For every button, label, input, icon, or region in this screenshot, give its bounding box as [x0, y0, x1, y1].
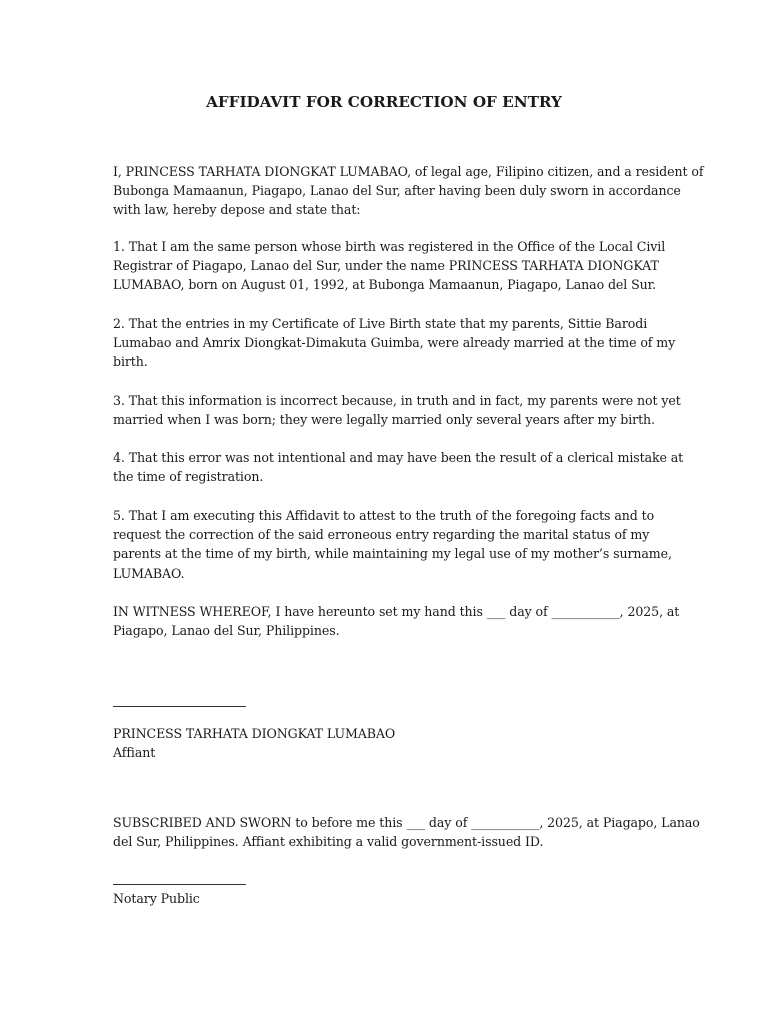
- text-line: birth.: [113, 354, 148, 370]
- affiant-role: Affiant: [113, 745, 156, 761]
- text-line: request the correction of the said erroneous entry regarding the marital status of my: [113, 527, 650, 543]
- statement-item-5: [113, 506, 672, 583]
- document-title: AFFIDAVIT FOR CORRECTION OF ENTRY: [206, 93, 562, 111]
- affiant-block: [113, 724, 653, 762]
- intro-paragraph: [113, 162, 704, 220]
- text-line: del Sur, Philippines. Affiant exhibiting a valid government-issued ID.: [113, 834, 544, 850]
- notary-block: [113, 889, 653, 908]
- statement-item-4: [113, 448, 684, 486]
- text-line: the time of registration.: [113, 469, 264, 485]
- text-line: Lumabao and Amrix Diongkat-Dimakuta Guimba, were already married at the time of my: [113, 335, 676, 351]
- affiant-signature-line: [113, 706, 246, 707]
- statement-item-2: [113, 314, 676, 372]
- text-line: I, PRINCESS TARHATA DIONGKAT LUMABAO, of legal age, Filipino citizen, and a resident of: [113, 164, 704, 179]
- text-line: 5. That I am executing this Affidavit to attest to the truth of the foregoing facts and to: [113, 508, 655, 523]
- text-line: Registrar of Piagapo, Lanao del Sur, under the name PRINCESS TARHATA DIONGKAT: [113, 258, 659, 274]
- text-line: 2. That the entries in my Certificate of Live Birth state that my parents, Sittie Barodi: [113, 316, 648, 331]
- jurat-paragraph: [113, 813, 700, 851]
- statement-item-3: [113, 391, 681, 429]
- text-line: LUMABAO.: [113, 565, 185, 581]
- affiant-name: PRINCESS TARHATA DIONGKAT LUMABAO: [113, 726, 396, 741]
- text-line: 3. That this information is incorrect because, in truth and in fact, my parents were not yet: [113, 393, 681, 408]
- notary-signature-line: [113, 884, 246, 885]
- text-line: with law, hereby depose and state that:: [113, 202, 361, 218]
- witness-paragraph: [113, 602, 680, 640]
- text-line: married when I was born; they were legally married only several years after my birth.: [113, 412, 655, 428]
- statement-item-1: [113, 237, 666, 295]
- text-line: Piagapo, Lanao del Sur, Philippines.: [113, 623, 340, 639]
- text-line: parents at the time of my birth, while maintaining my legal use of my mother’s surname,: [113, 546, 672, 562]
- text-line: SUBSCRIBED AND SWORN to before me this ___ day of ___________, 2025, at Piagapo, Lanao: [113, 815, 700, 830]
- text-line: Bubonga Mamaanun, Piagapo, Lanao del Sur, after having been duly sworn in accordance: [113, 183, 681, 199]
- notary-role: Notary Public: [113, 891, 200, 906]
- text-line: 4. That this error was not intentional and may have been the result of a clerical mistake at: [113, 450, 684, 465]
- text-line: 1. That I am the same person whose birth was registered in the Office of the Local Civil: [113, 239, 666, 254]
- text-line: IN WITNESS WHEREOF, I have hereunto set my hand this ___ day of ___________, 2025, at: [113, 604, 680, 619]
- text-line: LUMABAO, born on August 01, 1992, at Bubonga Mamaanun, Piagapo, Lanao del Sur.: [113, 277, 657, 293]
